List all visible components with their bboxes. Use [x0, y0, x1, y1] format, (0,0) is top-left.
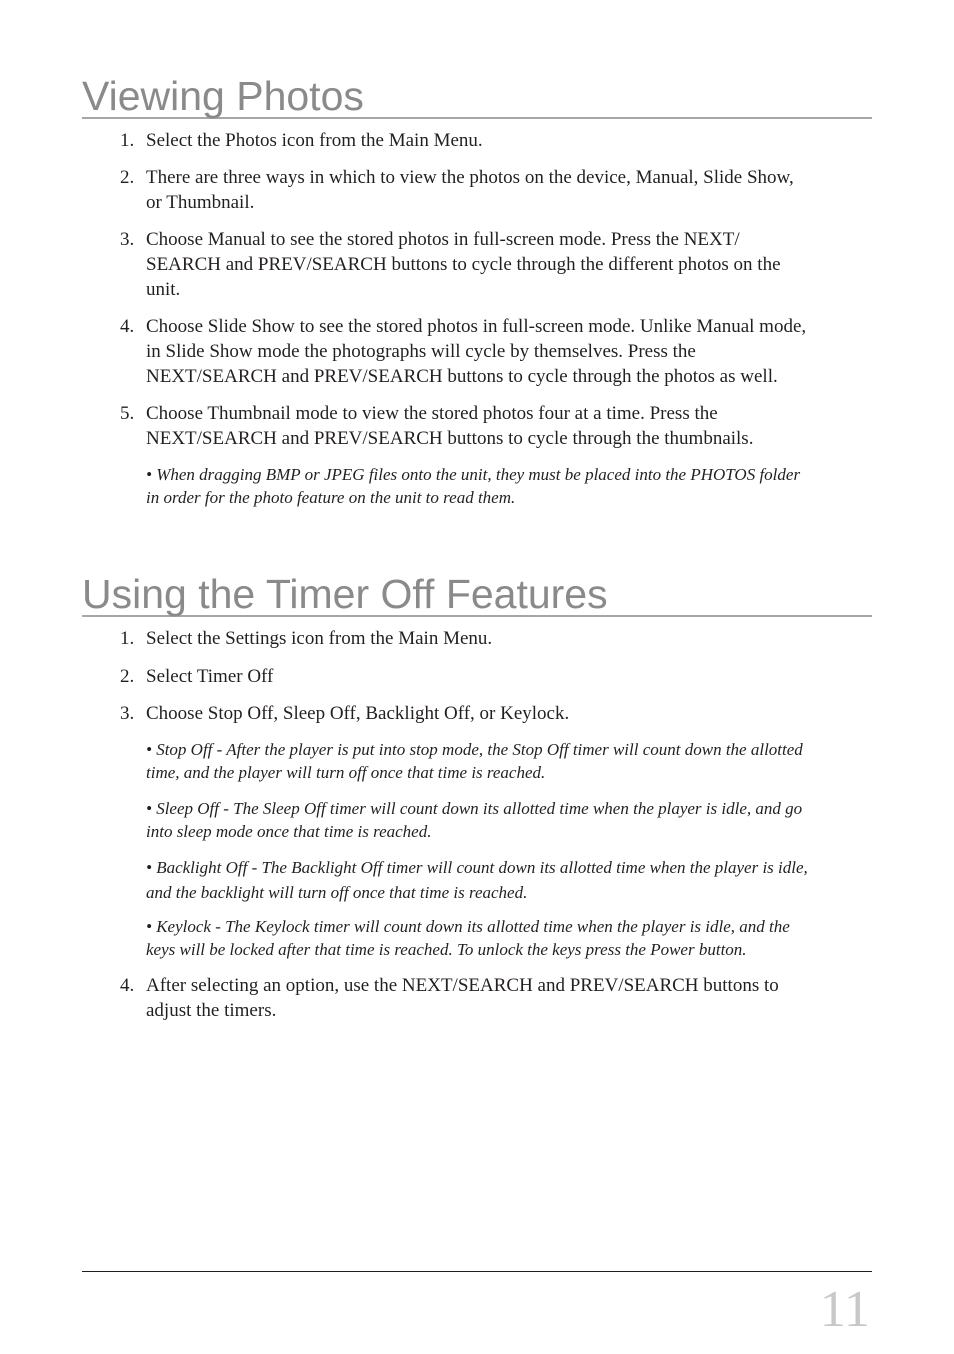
steps-list-continued: [82, 973, 872, 1023]
section-timer-off: [82, 571, 872, 1023]
section-title: Using the Timer Off Features: [82, 574, 872, 617]
list-item: 2. Select Timer Off: [120, 666, 274, 687]
list-item: 1. Select the Photos icon from the Main Menu.: [120, 130, 483, 151]
timer-note-backlight-off: • Backlight Off - The Backlight Off timer will count down its allotted time when the player is idle, and the backlight will turn off once that time is reached.: [146, 858, 808, 902]
step-text: Select the Settings icon from the Main Menu.: [146, 628, 493, 649]
step-text: There are three ways in which to view the photos on the device, Manual, Slide Show, or Thumbnail.: [146, 167, 794, 213]
list-item: 2. There are three ways in which to view the photos on the device, Manual, Slide Show, or Thumbnail.: [120, 167, 794, 213]
list-item: 4. Choose Slide Show to see the stored photos in full-screen mode. Unlike Manual mode, in Slide Show mode the photographs will cycle by themselves. Press the NEXT/SEARCH and PREV/SEARCH buttons to cycle through the photos as well.: [120, 316, 807, 387]
step-text: Choose Slide Show to see the stored photos in full-screen mode. Unlike Manual mode, in Slide Show mode the photographs will cycle by themselves. Press the NEXT/SEARCH and PREV/SEARCH buttons to cycle through the photos as well.: [146, 316, 807, 387]
steps-list: [82, 626, 872, 726]
timer-note-keylock: • Keylock - The Keylock timer will count down its allotted time when the player is idle, and the keys will be locked after that time is reached. To unlock the keys press the Power button.: [146, 917, 790, 959]
list-item: 4. After selecting an option, use the NEXT/SEARCH and PREV/SEARCH buttons to adjust the timers.: [120, 975, 779, 1021]
timer-note-sleep-off: • Sleep Off - The Sleep Off timer will count down its allotted time when the player is idle, and go into sleep mode once that time is reached.: [146, 799, 803, 841]
step-text: Choose Thumbnail mode to view the stored photos four at a time. Press the NEXT/SEARCH and PREV/SEARCH buttons to cycle through the thumbnails.: [146, 403, 754, 449]
steps-list: [82, 128, 872, 451]
footer-divider: [82, 1271, 872, 1272]
section-title: Viewing Photos: [82, 76, 872, 119]
section-viewing-photos: [82, 73, 872, 509]
list-item: 1. Select the Settings icon from the Main Menu.: [120, 628, 493, 649]
list-item: 5. Choose Thumbnail mode to view the stored photos four at a time. Press the NEXT/SEARCH and PREV/SEARCH buttons to cycle through the thumbnails.: [120, 403, 754, 449]
step-text: Select the Photos icon from the Main Menu.: [146, 130, 483, 151]
step-text: Choose Manual to see the stored photos in full-screen mode. Press the NEXT/ SEARCH and PREV/SEARCH buttons to cycle through the different photos on the unit.: [146, 229, 781, 300]
photos-note: • When dragging BMP or JPEG files onto the unit, they must be placed into the PHOTOS folder in order for the photo feature on the unit to read them.: [146, 465, 801, 507]
page-number: 11: [819, 1281, 870, 1338]
step-text: Select Timer Off: [146, 666, 274, 687]
step-text: Choose Stop Off, Sleep Off, Backlight Off, or Keylock.: [146, 703, 570, 724]
list-item: 3. Choose Stop Off, Sleep Off, Backlight Off, or Keylock.: [120, 703, 570, 724]
list-item: 3. Choose Manual to see the stored photos in full-screen mode. Press the NEXT/ SEARCH and PREV/SEARCH buttons to cycle through the different photos on the unit.: [120, 229, 781, 300]
step-text: After selecting an option, use the NEXT/SEARCH and PREV/SEARCH buttons to adjust the timers.: [146, 975, 779, 1021]
timer-note-stop-off: • Stop Off - After the player is put into stop mode, the Stop Off timer will count down the allotted time, and the player will turn off once that time is reached.: [146, 740, 803, 782]
